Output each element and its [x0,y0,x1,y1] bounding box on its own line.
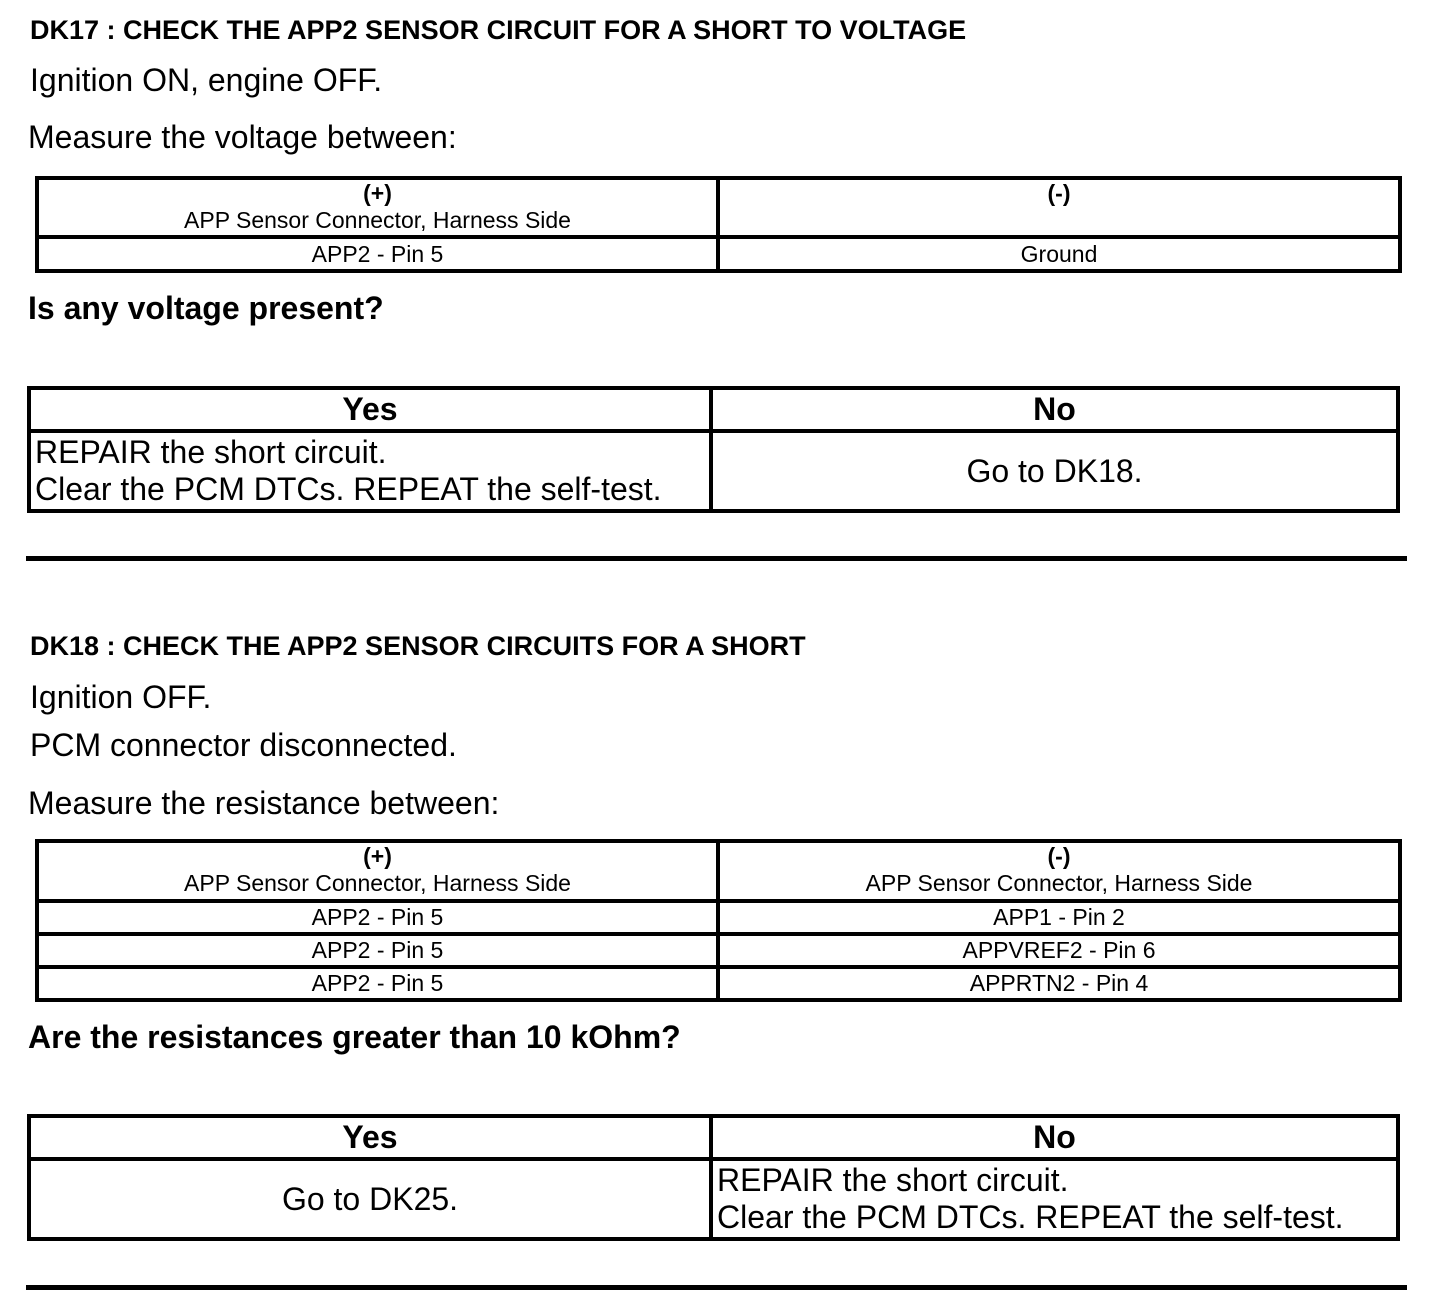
negative-sign: (-) [1047,180,1071,206]
dk17-question: Is any voltage present? [28,290,384,326]
dk18-question: Are the resistances greater than 10 kOhm? [28,1019,681,1055]
positive-location: APP Sensor Connector, Harness Side [184,870,571,896]
no-header: No [711,388,1398,431]
section-divider [26,1285,1407,1290]
yes-action [29,1159,711,1239]
table-header-row [37,178,1400,237]
positive-cell: APP2 - Pin 5 [37,934,718,967]
answer-header-row [29,388,1398,431]
dk17-instruction: Measure the voltage between: [28,119,457,155]
dk17-condition-ignition: Ignition ON, engine OFF. [30,62,383,98]
negative-cell: APP1 - Pin 2 [718,901,1400,934]
dk18-condition-ignition: Ignition OFF. [30,679,212,715]
no-header: No [711,1116,1398,1159]
negative-probe-header [718,178,1400,237]
negative-location: APP Sensor Connector, Harness Side [865,870,1253,896]
yes-action-line: Clear the PCM DTCs. REPEAT the self-test. [35,471,662,507]
dk18-instruction: Measure the resistance between: [28,785,500,821]
table-row [37,901,1400,934]
answer-row [29,431,1398,511]
no-action-line: Clear the PCM DTCs. REPEAT the self-test. [717,1199,1344,1235]
positive-sign: (+) [363,843,392,869]
negative-location [720,207,1398,234]
dk17-measurement-table [35,176,1402,273]
no-action-line: REPAIR the short circuit. [717,1162,1069,1198]
negative-probe-header [718,841,1400,901]
table-header-row [37,841,1400,901]
no-action-line: Go to DK18. [966,452,1143,489]
negative-sign: (-) [1047,843,1071,869]
dk18-answer-table [27,1114,1400,1241]
table-row [37,237,1400,271]
dk17-answer-table [27,386,1400,513]
dk18-measurement-table [35,839,1402,1002]
yes-action-line: REPAIR the short circuit. [35,434,387,470]
positive-cell: APP2 - Pin 5 [37,967,718,1000]
no-action [711,1159,1398,1239]
yes-header: Yes [29,1116,711,1159]
negative-cell: APPRTN2 - Pin 4 [718,967,1400,1000]
positive-probe-header [37,841,718,901]
dk17-title: DK17 : CHECK THE APP2 SENSOR CIRCUIT FOR A SHORT TO VOLTAGE [30,15,967,45]
negative-cell: Ground [718,237,1400,271]
negative-cell: APPVREF2 - Pin 6 [718,934,1400,967]
positive-sign: (+) [363,180,392,206]
positive-cell: APP2 - Pin 5 [37,237,718,271]
dk18-title: DK18 : CHECK THE APP2 SENSOR CIRCUITS FOR A SHORT [30,631,806,661]
dk18-condition-pcm: PCM connector disconnected. [30,727,457,763]
answer-row [29,1159,1398,1239]
yes-action [29,431,711,511]
no-action [711,431,1398,511]
section-divider [26,556,1407,561]
table-row [37,967,1400,1000]
yes-action-line: Go to DK25. [281,1180,459,1217]
positive-location: APP Sensor Connector, Harness Side [184,207,571,233]
positive-probe-header [37,178,718,237]
table-row [37,934,1400,967]
yes-header: Yes [29,388,711,431]
positive-cell: APP2 - Pin 5 [37,901,718,934]
answer-header-row [29,1116,1398,1159]
